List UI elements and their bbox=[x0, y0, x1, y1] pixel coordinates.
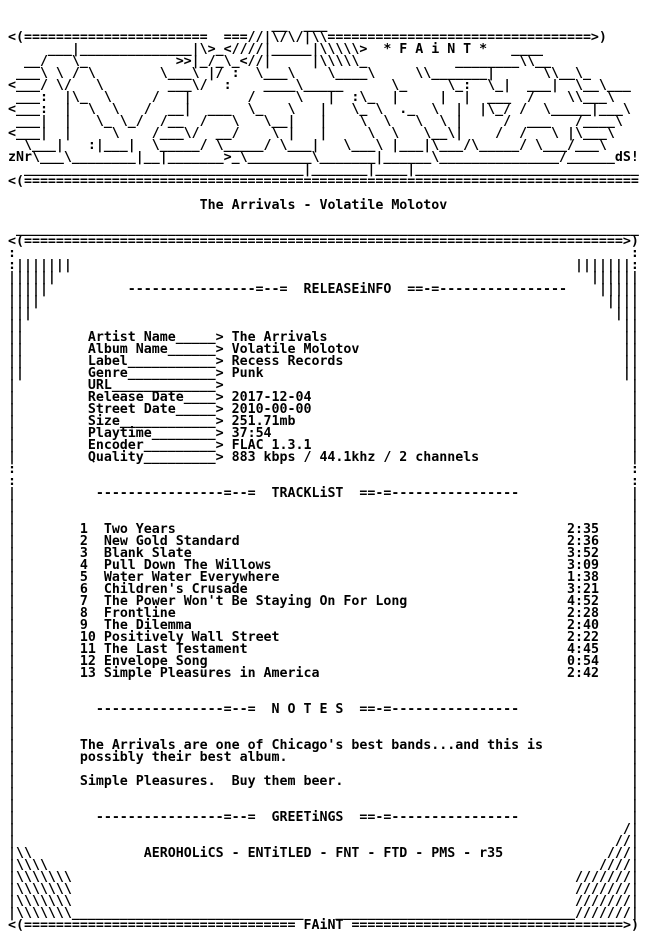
logo-line: __ ___ bbox=[8, 18, 328, 33]
frame-line: | | bbox=[8, 726, 639, 741]
release-title-separator: - bbox=[295, 198, 320, 213]
section-heading-notes: N O T E S bbox=[271, 702, 344, 717]
frame-deco: ||| ||| bbox=[8, 306, 639, 321]
greetings-line: |\\ AEROHOLiCS - ENTiTLED - FNT - FTD - PMS - r35 ///| bbox=[8, 846, 639, 861]
track-time: 2:42 bbox=[567, 666, 599, 681]
release-field: || Genre___________> Punk || bbox=[8, 366, 639, 381]
artist-signature-right: dS! bbox=[614, 150, 639, 165]
logo-line: ___________________________________|_______|____|____________________________ bbox=[8, 162, 639, 177]
track-number: 3 bbox=[79, 546, 104, 561]
release-field: | Release Date____> 2017-12-04 | bbox=[8, 390, 639, 405]
release-field: | Size____________> 251.71mb | bbox=[8, 414, 639, 429]
field-label-street_date: Street Date bbox=[87, 402, 176, 417]
logo-line: \___| :|___| \_____/ \_____/ \___| \___\ |___|\___/\_____/ \___/___\ bbox=[8, 138, 607, 153]
track-row: | 1 Two Years 2:35 | bbox=[8, 522, 639, 537]
frame-line: | | bbox=[8, 678, 639, 693]
field-label-encoder: Encoder bbox=[87, 438, 144, 453]
field-value-label: Recess Records bbox=[231, 354, 344, 369]
notes-text: possibly their best album. bbox=[79, 750, 288, 765]
track-row: | 7 The Power Won't Be Staying On For Long 4:52 | bbox=[8, 594, 639, 609]
track-row: | 6 Children's Crusade 3:21 | bbox=[8, 582, 639, 597]
track-row: | 5 Water Water Everywhere 1:38 | bbox=[8, 570, 639, 585]
release-field: || Album Name______> Volatile Molotov || bbox=[8, 342, 639, 357]
frame-line: | | bbox=[8, 510, 639, 525]
logo-line: <(======================= ===//|\/\/|\\=================================>) bbox=[8, 30, 607, 45]
frame-deco: |\\\\ ////| bbox=[8, 858, 639, 873]
release-field: | URL_____________> | bbox=[8, 378, 639, 393]
track-number: 5 bbox=[79, 570, 104, 585]
track-title: Frontline bbox=[103, 606, 176, 621]
logo-line: <___: | \ \ / __| ___ \_ \ | \_ \ ._ \ | |\_/ / \_____|___\ bbox=[8, 102, 631, 117]
logo-line: ___| | \_ \_/ /__ / \ \__| | \ \ \ \ | / ___ /____\ bbox=[8, 114, 623, 129]
track-number: 1 bbox=[79, 522, 104, 537]
frame-deco: |||||| |||||| bbox=[8, 270, 639, 285]
logo-line: <___/ \/ \ ___\/ : ____\_____ \_ \_: \_| ___| \__\___ bbox=[8, 78, 631, 93]
track-title: Envelope Song bbox=[103, 654, 208, 669]
track-time: 0:54 bbox=[567, 654, 599, 669]
track-time: 3:21 bbox=[567, 582, 599, 597]
frame-line: : : bbox=[8, 462, 639, 477]
track-number: 7 bbox=[79, 594, 104, 609]
track-title: Water Water Everywhere bbox=[103, 570, 280, 585]
release-field: | Encoder_________> FLAC 1.3.1 | bbox=[8, 438, 639, 453]
track-title: Blank Slate bbox=[103, 546, 192, 561]
release-field: | Playtime________> 37:54 | bbox=[8, 426, 639, 441]
section-heading-greetings: GREETiNGS bbox=[271, 810, 344, 825]
track-time: 2:22 bbox=[567, 630, 599, 645]
track-time: 2:35 bbox=[567, 522, 599, 537]
track-time: 4:52 bbox=[567, 594, 599, 609]
track-title: The Last Testament bbox=[103, 642, 248, 657]
field-label-quality: Quality bbox=[87, 450, 144, 465]
track-time: 2:28 bbox=[567, 606, 599, 621]
track-row: | 4 Pull Down The Willows 3:09 | bbox=[8, 558, 639, 573]
release-field: | Street Date_____> 2010-00-00 | bbox=[8, 402, 639, 417]
track-row: | 3 Blank Slate 3:52 | bbox=[8, 546, 639, 561]
track-row: | 12 Envelope Song 0:54 | bbox=[8, 654, 639, 669]
notes-text: Simple Pleasures. Buy them beer. bbox=[79, 774, 344, 789]
track-time: 1:38 bbox=[567, 570, 599, 585]
section-heading-releaseinfo: RELEASEiNFO bbox=[303, 282, 392, 297]
frame-deco: |\\\\\\\ ///////| bbox=[8, 870, 639, 885]
field-value-release_date: 2017-12-04 bbox=[231, 390, 312, 405]
release-title-album: Volatile Molotov bbox=[319, 198, 448, 213]
notes-line: | The Arrivals are one of Chicago's best bands...and this is | bbox=[8, 738, 639, 753]
track-time: 2:40 bbox=[567, 618, 599, 633]
notes-text: The Arrivals are one of Chicago's best bands...and this is bbox=[79, 738, 544, 753]
track-row: | 11 The Last Testament 4:45 | bbox=[8, 642, 639, 657]
release-field: | Quality_________> 883 kbps / 44.1khz / 2 channels | bbox=[8, 450, 639, 465]
frame-line: | | bbox=[8, 786, 639, 801]
frame-line: | | bbox=[8, 714, 639, 729]
release-title bbox=[8, 200, 639, 212]
field-value-size: 251.71mb bbox=[231, 414, 296, 429]
frame-bottom: <(================================== FAiNT ==================================>) bbox=[8, 918, 639, 933]
track-number: 10 bbox=[79, 630, 104, 645]
field-value-playtime: 37:54 bbox=[231, 426, 272, 441]
release-field: || Artist Name_____> The Arrivals || bbox=[8, 330, 639, 345]
track-number: 12 bbox=[79, 654, 104, 669]
frame-deco: |\\\\\\\ ///////| bbox=[8, 882, 639, 897]
frame-line: | /| bbox=[8, 822, 639, 837]
track-number: 9 bbox=[79, 618, 104, 633]
logo-line: ___|______________|\>_<////|_____|\\\\\> * F A i N T * ____ bbox=[8, 42, 544, 57]
artist-signature-left: zNr bbox=[8, 150, 32, 165]
logo-line: zNr\___\________|__|_______>_\________\_______|______\_______________/______dS! bbox=[8, 150, 639, 165]
field-value-artist: The Arrivals bbox=[231, 330, 328, 345]
field-label-genre: Genre bbox=[87, 366, 128, 381]
notes-line: | Simple Pleasures. Buy them beer. | bbox=[8, 774, 639, 789]
frame-line: | | bbox=[8, 762, 639, 777]
track-number: 13 bbox=[79, 666, 104, 681]
field-label-url: URL bbox=[87, 378, 112, 393]
logo-line: ___: |\_ \ / | / \ | :\_ | | | ___ / \\___\ bbox=[8, 90, 615, 105]
release-title-artist: The Arrivals bbox=[199, 198, 296, 213]
track-title: Children's Crusade bbox=[103, 582, 248, 597]
section-heading: | ----------------=--= GREETiNGS ==-=---------------- | bbox=[8, 810, 639, 825]
frame-line: | | bbox=[8, 690, 639, 705]
group-tag: * F A i N T * bbox=[383, 42, 488, 57]
frame-line: | | bbox=[8, 798, 639, 813]
track-row: | 8 Frontline 2:28 | bbox=[8, 606, 639, 621]
footer-label: FAiNT bbox=[303, 918, 344, 933]
track-number: 6 bbox=[79, 582, 104, 597]
frame-line: | | bbox=[8, 498, 639, 513]
frame-deco: |\\\\\\\_____________________________ ______________________________///////| bbox=[8, 906, 639, 921]
field-value-quality: 883 kbps / 44.1khz / 2 channels bbox=[231, 450, 480, 465]
field-value-encoder: FLAC 1.3.1 bbox=[231, 438, 312, 453]
field-label-artist: Artist Name bbox=[87, 330, 176, 345]
track-time: 4:45 bbox=[567, 642, 599, 657]
frame-top: <(===========================================================================>) bbox=[8, 234, 639, 249]
logo-line: ___\ \ / \ \___\ |/ : \___\ \____\ \\_______| \\__\_ bbox=[8, 66, 591, 81]
field-value-genre: Punk bbox=[231, 366, 264, 381]
track-title: New Gold Standard bbox=[103, 534, 240, 549]
logo-line: <___| | \ /___\/ __/ \ | | \ \ \__\| / / \ |\___\ bbox=[8, 126, 615, 141]
logo-line: <(============================================================================= bbox=[8, 174, 639, 189]
section-heading: | ----------------=--= N O T E S ==-=---------------- | bbox=[8, 702, 639, 717]
field-label-release_date: Release Date bbox=[87, 390, 184, 405]
track-number: 2 bbox=[79, 534, 104, 549]
logo-line: __/ \_ >>|_/_\_<//| |\\\\\_ ________\\__ bbox=[8, 54, 552, 69]
track-row: | 9 The Dilemma 2:40 | bbox=[8, 618, 639, 633]
track-number: 4 bbox=[79, 558, 104, 573]
track-number: 11 bbox=[79, 642, 104, 657]
frame-line: : : bbox=[8, 246, 639, 261]
track-number: 8 bbox=[79, 606, 104, 621]
field-label-album: Album Name bbox=[87, 342, 168, 357]
section-heading-tracklist: TRACKLiST bbox=[271, 486, 344, 501]
track-time: 3:52 bbox=[567, 546, 599, 561]
track-row: | 13 Simple Pleasures in America 2:42 | bbox=[8, 666, 639, 681]
track-time: 3:09 bbox=[567, 558, 599, 573]
nfo-document bbox=[8, 20, 639, 932]
field-label-playtime: Playtime bbox=[87, 426, 152, 441]
field-value-album: Volatile Molotov bbox=[231, 342, 360, 357]
frame-deco: |\\\\\\\ ///////| bbox=[8, 894, 639, 909]
track-time: 2:36 bbox=[567, 534, 599, 549]
greetings-list: AEROHOLiCS - ENTiTLED - FNT - FTD - PMS - r35 bbox=[143, 846, 504, 861]
release-field: || Label___________> Recess Records || bbox=[8, 354, 639, 369]
field-value-street_date: 2010-00-00 bbox=[231, 402, 312, 417]
track-title: The Dilemma bbox=[103, 618, 192, 633]
notes-line: | possibly their best album. | bbox=[8, 750, 639, 765]
track-title: Positively Wall Street bbox=[103, 630, 280, 645]
section-heading: | ----------------=--= TRACKLiST ==-=---------------- | bbox=[8, 486, 639, 501]
frame-deco: :||||||| |||||||: bbox=[8, 258, 639, 273]
track-row: | 10 Positively Wall Street 2:22 | bbox=[8, 630, 639, 645]
section-heading: ||||| ----------------=--= RELEASEiNFO ==-=---------------- ||||| bbox=[8, 282, 639, 297]
track-title: Two Years bbox=[103, 522, 176, 537]
frame-line: | //| bbox=[8, 834, 639, 849]
track-title: The Power Won't Be Staying On For Long bbox=[103, 594, 408, 609]
track-row: | 2 New Gold Standard 2:36 | bbox=[8, 534, 639, 549]
field-label-size: Size bbox=[87, 414, 120, 429]
frame-line: : : bbox=[8, 474, 639, 489]
frame-top: ______________________________________________________________________________ bbox=[8, 222, 639, 237]
frame-deco: || || bbox=[8, 318, 639, 333]
track-title: Pull Down The Willows bbox=[103, 558, 272, 573]
track-title: Simple Pleasures in America bbox=[103, 666, 320, 681]
field-label-label: Label bbox=[87, 354, 128, 369]
frame-deco: |||| |||| bbox=[8, 294, 639, 309]
